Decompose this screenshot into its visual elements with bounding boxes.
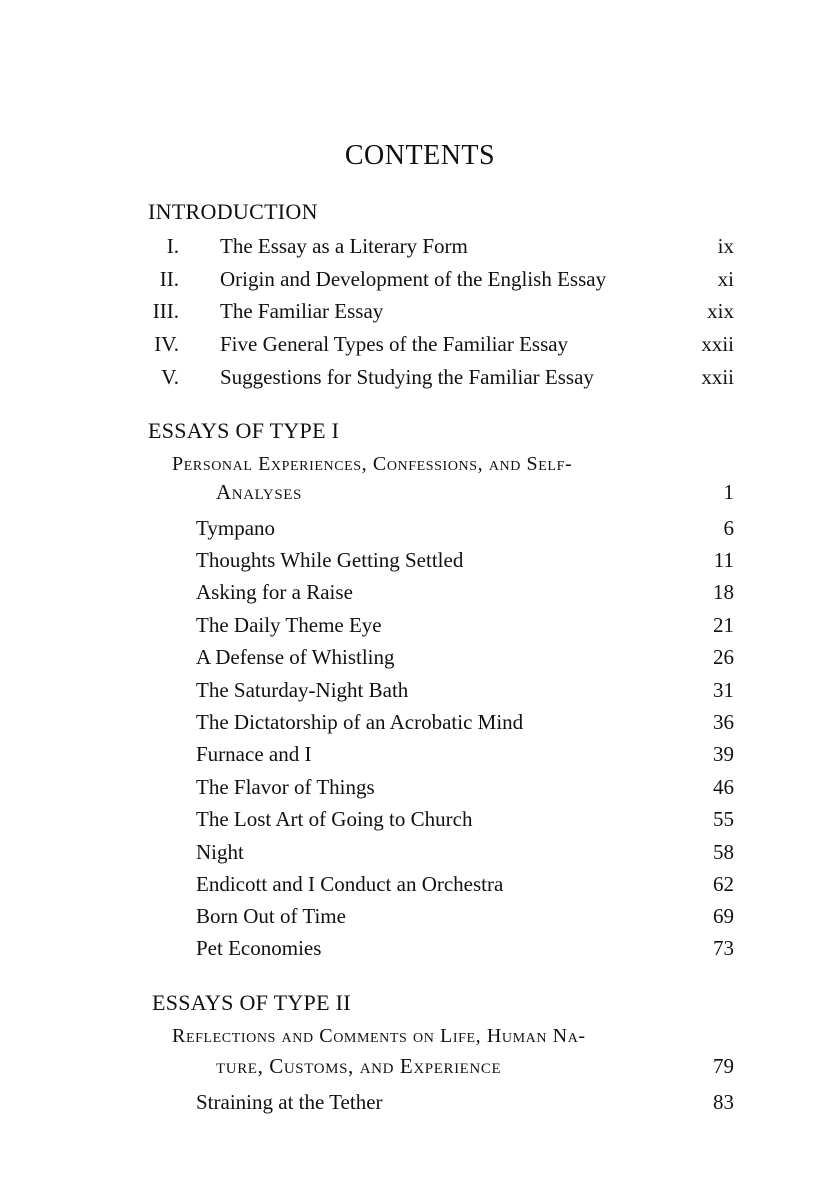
toc-entry-page: 31	[713, 678, 734, 702]
intro-item	[148, 296, 734, 326]
toc-entry	[196, 610, 734, 640]
toc-entry	[196, 513, 734, 543]
intro-item	[148, 231, 734, 261]
type2-heading: ESSAYS OF TYPE II	[152, 990, 351, 1015]
toc-entry-page: 55	[713, 807, 734, 831]
page-title: CONTENTS	[344, 140, 496, 171]
toc-entry-page: 58	[713, 840, 734, 864]
type2-subheading-line2: ture, Customs, and Experience	[216, 1054, 502, 1078]
toc-entry-title: The Dictatorship of an Acrobatic Mind	[196, 710, 524, 734]
toc-entry-page: 73	[713, 936, 734, 960]
intro-item-number: IV.	[154, 332, 179, 356]
type2-subheading-line1: Reflections and Comments on Life, Human Na-	[172, 1025, 586, 1047]
toc-entry-page: 21	[713, 613, 734, 637]
toc-entry	[196, 642, 734, 672]
toc-entry	[196, 837, 734, 867]
toc-entry-title: The Flavor of Things	[196, 775, 375, 799]
intro-item-number: V.	[161, 365, 179, 389]
toc-entry-page: 69	[713, 904, 734, 928]
toc-entry-title: Born Out of Time	[196, 904, 346, 928]
type1-subheading-line1: Personal Experiences, Confessions, and Self-	[172, 453, 573, 475]
introduction-heading: INTRODUCTION	[148, 199, 318, 224]
toc-entry-title: Thoughts While Getting Settled	[196, 548, 464, 572]
toc-entry	[196, 545, 734, 575]
intro-item-label: Five General Types of the Familiar Essay	[220, 332, 569, 356]
intro-item-number: II.	[159, 267, 179, 291]
toc-entry-title: Straining at the Tether	[196, 1090, 383, 1114]
intro-item-label: Origin and Development of the English Essay	[220, 267, 607, 291]
toc-entry-title: Endicott and I Conduct an Orchestra	[196, 872, 504, 896]
intro-item-page: xxii	[701, 332, 734, 356]
intro-item-label: Suggestions for Studying the Familiar Essay	[220, 365, 594, 389]
toc-entry-page: 46	[713, 775, 734, 799]
intro-item	[148, 362, 734, 392]
intro-item	[148, 264, 734, 294]
toc-entry-page: 6	[723, 516, 734, 540]
toc-entry-title: The Saturday-Night Bath	[196, 678, 409, 702]
type1-subheading-line2: Analyses	[216, 480, 302, 504]
toc-entry-page: 11	[713, 548, 734, 572]
toc-entry-title: Night	[196, 840, 244, 864]
toc-entry	[196, 772, 734, 802]
type2-subheading-page: 79	[713, 1054, 734, 1078]
toc-entry-title: The Lost Art of Going to Church	[196, 807, 473, 831]
intro-item	[148, 329, 734, 359]
toc-entry	[196, 707, 734, 737]
toc-entry	[196, 933, 734, 963]
toc-entry-page: 26	[713, 645, 734, 669]
toc-entry-title: Tympano	[196, 516, 276, 540]
toc-entry	[196, 1087, 734, 1117]
toc-entry-page: 83	[713, 1090, 734, 1114]
type1-subheading-row	[216, 477, 734, 507]
intro-item-page: xxii	[701, 365, 734, 389]
toc-entry	[196, 739, 734, 769]
toc-entry-title: Pet Economies	[196, 936, 322, 960]
toc-entry-page: 36	[713, 710, 734, 734]
intro-item-label: The Essay as a Literary Form	[220, 234, 468, 258]
intro-item-page: xi	[717, 267, 734, 291]
intro-item-page: xix	[707, 299, 734, 323]
toc-entry	[196, 675, 734, 705]
toc-entry-page: 18	[713, 580, 734, 604]
type1-subheading-page: 1	[723, 480, 734, 504]
intro-item-page: ix	[717, 234, 734, 258]
toc-entry	[196, 901, 734, 931]
toc-entry-page: 62	[713, 872, 734, 896]
toc-entry-title: A Defense of Whistling	[196, 645, 395, 669]
intro-item-label: The Familiar Essay	[220, 299, 384, 323]
intro-item-number: I.	[166, 234, 179, 258]
type2-subheading-row	[216, 1051, 734, 1081]
toc-entry	[196, 577, 734, 607]
toc-entry-title: The Daily Theme Eye	[196, 613, 382, 637]
toc-entry	[196, 804, 734, 834]
toc-entry	[196, 869, 734, 899]
toc-entry-title: Asking for a Raise	[196, 580, 353, 604]
toc-entry-page: 39	[713, 742, 734, 766]
intro-item-number: III.	[152, 299, 179, 323]
type1-heading: ESSAYS OF TYPE I	[148, 418, 340, 443]
toc-entry-title: Furnace and I	[196, 742, 312, 766]
